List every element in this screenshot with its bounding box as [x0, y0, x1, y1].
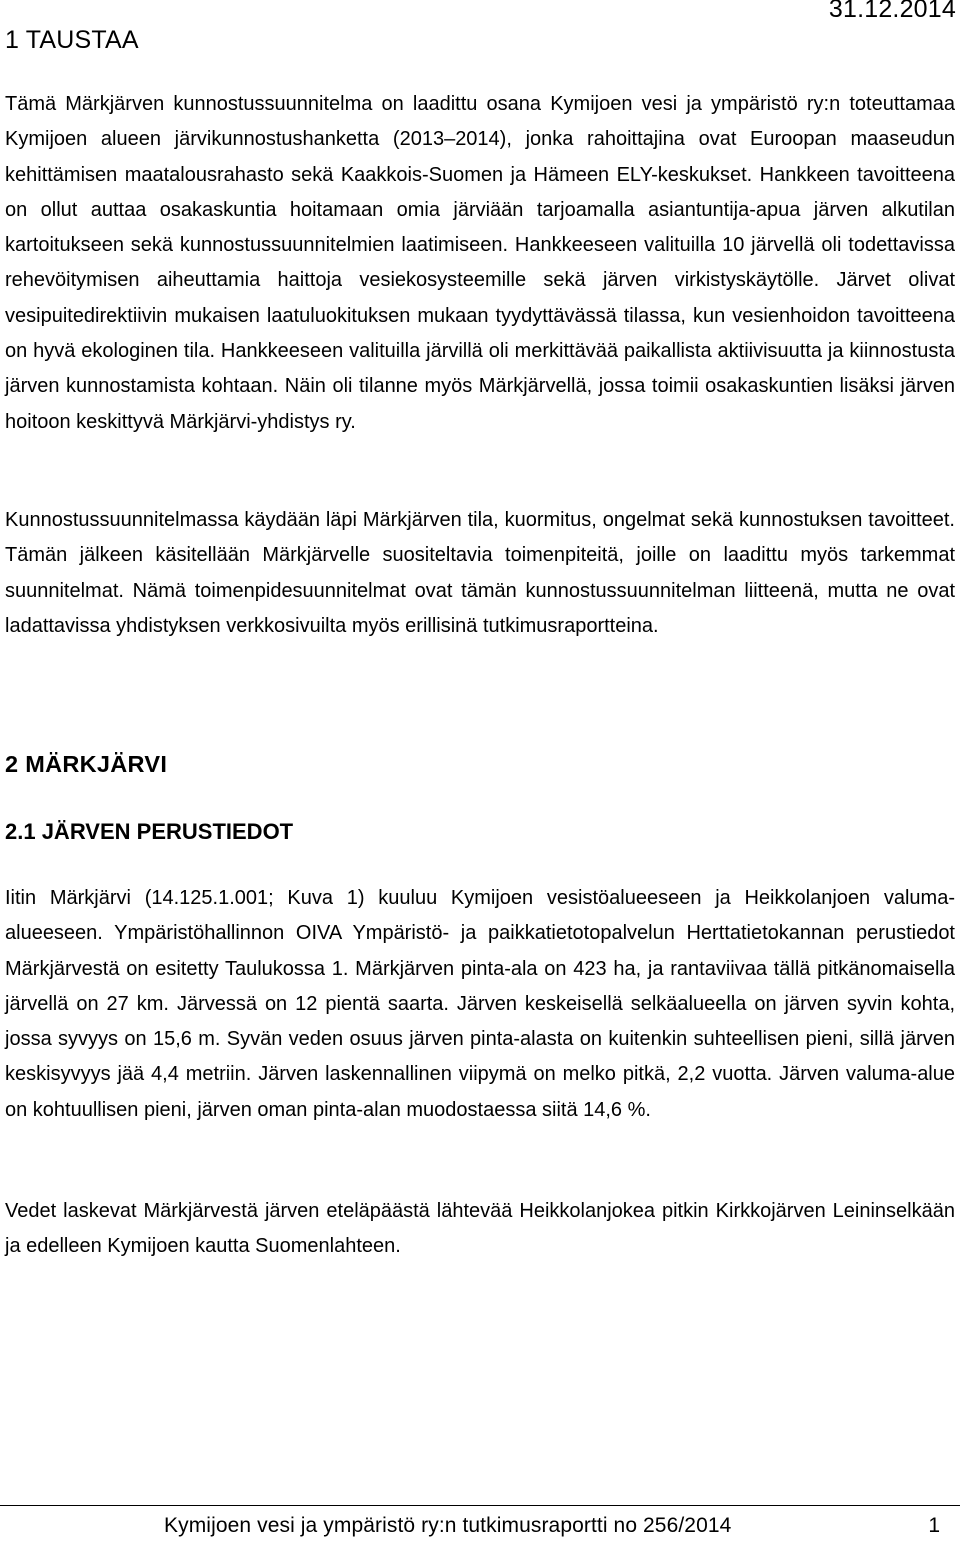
- section-heading-markjarvi: 2 MÄRKJÄRVI: [5, 751, 168, 777]
- paragraph-background-2: Kunnostussuunnitelmassa käydään läpi Märkjärven tila, kuormitus, ongelmat sekä kunnostuksen tavoitteet. Tämän jälkeen käsitellään Märkjärvelle suositeltavia toimenpiteitä, joille on laadittu myös tarkemmat suunnitelmat. Nämä toimenpidesuunnitelmat ovat tämän kunnostussuunnitelman liitteenä, mutta ne ovat ladattavissa yhdistyksen verkkosivuilta myös erillisinä tutkimusraportteina.: [5, 509, 955, 637]
- subsection-heading-perustiedot: 2.1 JÄRVEN PERUSTIEDOT: [5, 819, 294, 844]
- page-number: 1: [928, 1514, 940, 1537]
- footer-divider: [0, 1505, 960, 1506]
- paragraph-background-1: Tämä Märkjärven kunnostussuunnitelma on laadittu osana Kymijoen vesi ja ympäristö ry:n toteuttamaa Kymijoen alueen järvikunnostushanketta (2013–2014), jonka rahoittajina ovat Euroopan maaseudun kehittämisen maatalousrahasto sekä Kaakkois-Suomen ja Hämeen ELY-keskukset. Hankkeen tavoitteena on ollut auttaa osakaskuntia hoitamaan omia järviään tarjoamalla asiantuntija-apua järven alkutilan kartoitukseen sekä kunnostussuunnitelmien laatimiseen. Hankkeeseen valituilla 10 järvellä oli todettavissa rehevöitymisen aiheuttamia haittoja vesiekosysteemille sekä järven virkistyskäytölle. Järvet olivat vesipuitedirektiivin mukaisen laatuluokituksen mukaan tyydyttävässä tilassa, kun vesienhoidon tavoitteena on hyvä ekologinen tila. Hankkeeseen valituilla järvillä oli merkittävää paikallista aktiivisuutta ja kiinnostusta järven kunnostamista kohtaan. Näin oli tilanne myös Märkjärvellä, jossa toimii osakaskuntien lisäksi järven hoitoon keskittyvä Märkjärvi-yhdistys ry.: [5, 93, 955, 433]
- section-heading-taustaa: 1 TAUSTAA: [5, 26, 139, 54]
- paragraph-basic-info-1: Iitin Märkjärvi (14.125.1.001; Kuva 1) kuuluu Kymijoen vesistöalueeseen ja Heikkolanjoen valuma-alueeseen. Ympäristöhallinnon OIVA Ympäristö- ja paikkatietotopalvelun Herttatietokannan perustiedot Märkjärvestä on esitetty Taulukossa 1. Märkjärven pinta-ala on 423 ha, ja rantaviivaa tällä pitkänomaisella järvellä on 27 km. Järvessä on 12 pientä saarta. Järven keskeisellä selkäalueella on järven syvin kohta, jossa syvyys on 15,6 m. Syvän veden osuus järven pinta-alasta on kuitenkin suhteellisen pieni, sillä järven keskisyvyys jää 4,4 metriin. Järven laskennallinen viipymä on melko pitkä, 2,2 vuotta. Järven valuma-alue on kohtuullisen pieni, järven oman pinta-alan muodostaessa siitä 14,6 %.: [5, 887, 955, 1121]
- footer-report-title: Kymijoen vesi ja ympäristö ry:n tutkimusraportti no 256/2014: [164, 1514, 732, 1537]
- paragraph-basic-info-2: Vedet laskevat Märkjärvestä järven eteläpäästä lähtevää Heikkolanjokea pitkin Kirkkojärven Leininselkään ja edelleen Kymijoen kautta Suomenlahteen.: [5, 1200, 955, 1258]
- document-date: 31.12.2014: [828, 0, 956, 23]
